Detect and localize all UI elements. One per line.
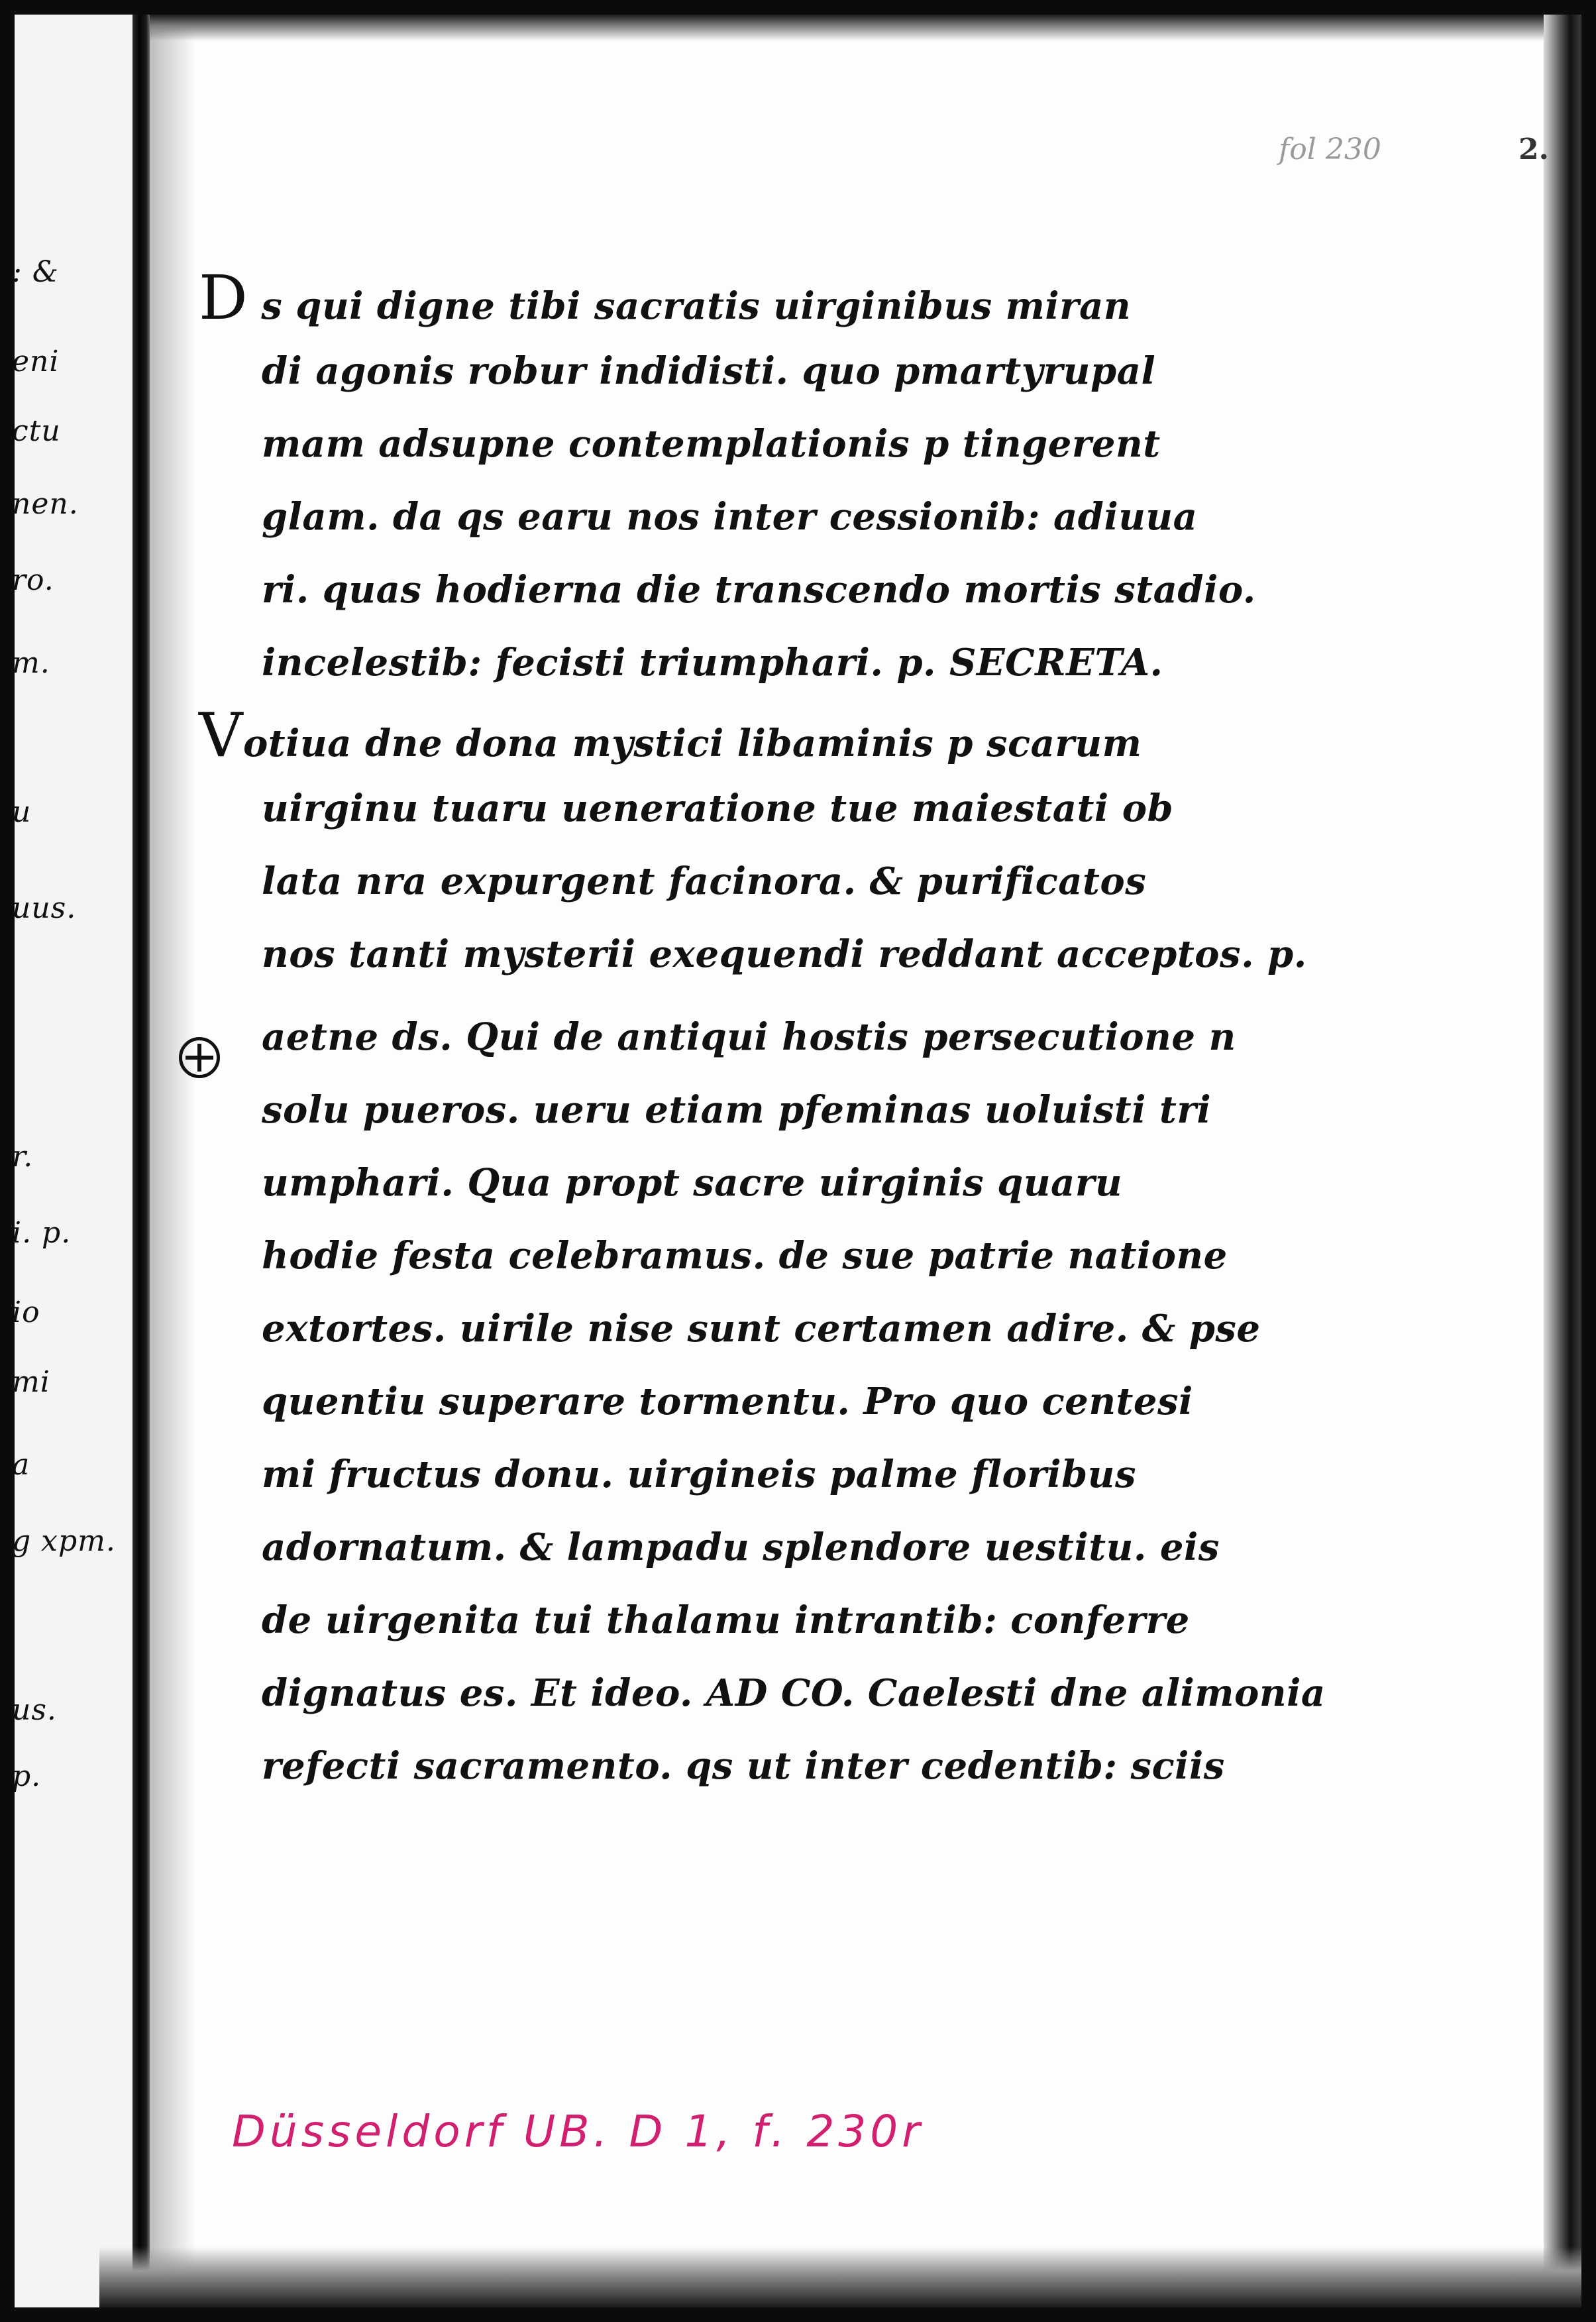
line-text: umphari. Qua propt sacre uirginis quaru xyxy=(262,1161,1123,1205)
left-fragment: nen. xyxy=(12,487,79,521)
line-text: quentiu superare tormentu. Pro quo centesi xyxy=(262,1380,1193,1423)
line-text: de uirgenita tui thalamu intrantib: conferre xyxy=(262,1598,1190,1642)
decorated-initial: D xyxy=(199,262,248,333)
left-fragment: g xpm. xyxy=(12,1524,116,1558)
folio-number: fol 230 xyxy=(1279,133,1381,166)
left-fragment: eni xyxy=(12,345,60,378)
line-text: adornatum. & lampadu splendore uestitu. eis xyxy=(262,1525,1220,1569)
line-text: extortes. uirile nise sunt certamen adire. & pse xyxy=(262,1307,1261,1351)
line-text: otiua dne dona mystici libaminis p scarum xyxy=(242,722,1142,765)
line-text: di agonis robur indidisti. quo pmartyrupal xyxy=(262,349,1156,393)
left-fragment: ro. xyxy=(12,563,54,597)
line-text: lata nra expurgent facinora. & purificatos xyxy=(262,859,1147,903)
left-fragment: us. xyxy=(12,1693,57,1727)
line-text: glam. da qs earu nos inter cessionib: adiuua xyxy=(262,495,1198,539)
line-text: incelestib: fecisti triumphari. p. SECRETA. xyxy=(262,641,1163,685)
decorated-initial: V xyxy=(199,700,243,771)
left-fragment: r. xyxy=(12,1140,34,1174)
line-text: mi fructus donu. uirgineis palme floribus xyxy=(262,1453,1137,1496)
left-fragment: i. p. xyxy=(12,1216,72,1250)
line-text: dignatus es. Et ideo. AD CO. Caelesti dne alimonia xyxy=(262,1671,1326,1715)
line-text: aetne ds. Qui de antiqui hostis persecutione n xyxy=(262,1015,1236,1059)
line-text: nos tanti mysterii exequendi reddant acceptos. p. xyxy=(262,932,1307,976)
line-text: ri. quas hodierna die transcendo mortis stadio. xyxy=(262,568,1256,612)
left-fragment: : & xyxy=(12,255,59,289)
line-text: mam adsupne contemplationis p tingerent xyxy=(262,422,1161,466)
left-fragment: mi xyxy=(12,1365,50,1399)
line-text: hodie festa celebramus. de sue patrie natione xyxy=(262,1234,1228,1278)
left-fragment: a xyxy=(12,1448,30,1482)
left-fragment: io xyxy=(12,1296,40,1329)
left-fragment: uus. xyxy=(12,891,77,925)
folio-edge-number: 2. xyxy=(1518,133,1549,166)
line-text: s qui digne tibi sacratis uirginibus miran xyxy=(261,284,1132,328)
left-fragment: p. xyxy=(12,1759,42,1793)
line-text: refecti sacramento. qs ut inter cedentib: sciis xyxy=(262,1744,1225,1788)
line-text: uirginu tuaru ueneratione tue maiestati ob xyxy=(262,787,1174,830)
line-text: solu pueros. ueru etiam pfeminas uoluisti tri xyxy=(262,1088,1212,1132)
left-fragment: u xyxy=(12,795,32,829)
left-fragment: m. xyxy=(12,646,50,680)
left-fragment: ctu xyxy=(12,414,61,448)
catalog-label: Düsseldorf UB. D 1, f. 230r xyxy=(232,2106,924,2157)
